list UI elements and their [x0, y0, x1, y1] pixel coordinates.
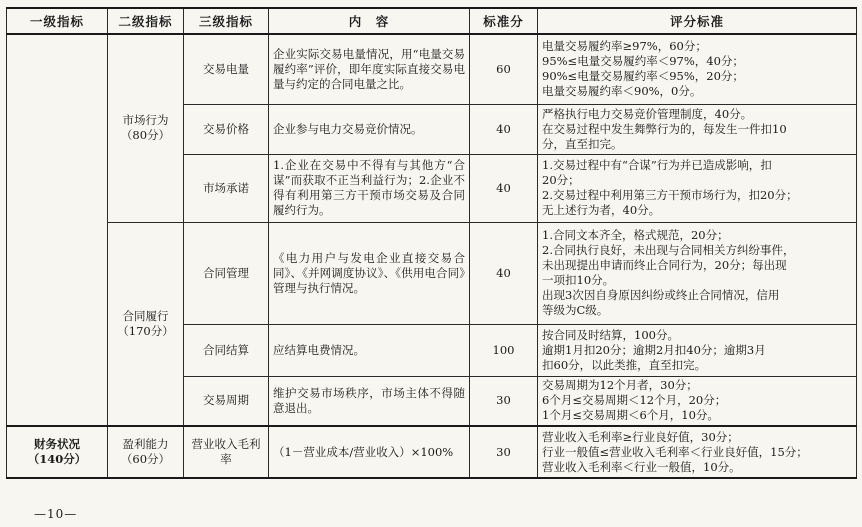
table-row [7, 222, 857, 324]
content-cell: 《电力用户与发电企业直接交易合同》、《并网调度协议》、《供用电合同》管理与执行情况。 [269, 222, 470, 324]
criteria-line: 扣60分，以此类推，直至扣完。 [542, 357, 707, 372]
content-cell: 企业参与电力交易竞价情况。 [269, 104, 470, 154]
score-cell: 40 [470, 104, 538, 154]
header-score: 标准分 [470, 8, 538, 34]
level3-cell: 市场承诺 [184, 154, 269, 222]
criteria-cell [538, 324, 857, 376]
level3-cell: 合同结算 [184, 324, 269, 376]
table-header-row [7, 8, 857, 34]
score-cell: 100 [470, 324, 538, 376]
header-level1: 一级指标 [7, 8, 108, 34]
content-cell: 应结算电费情况。 [269, 324, 470, 376]
level3-cell: 交易周期 [184, 376, 269, 426]
level2-contract-cell [108, 222, 184, 426]
score-cell: 40 [470, 222, 538, 324]
content-cell: 1.企业在交易中不得有与其他方“合谋”而获取不正当利益行为；2.企业不得有利用第三方干预市场交易及合同履约行为。 [269, 154, 470, 222]
criteria-cell [538, 426, 857, 478]
page-number: —10— [34, 507, 78, 521]
criteria-cell [538, 104, 857, 154]
criteria-line: 20分； [542, 173, 580, 187]
criteria-line: 电量交易履约率≥97%，60分； [542, 39, 707, 54]
criteria-line: 交易周期为12个月者，30分； [542, 378, 698, 393]
criteria-line: 95%≤电量交易履约率＜97%，40分； [542, 54, 744, 69]
criteria-cell [538, 34, 857, 104]
level1-finance-cell [7, 426, 108, 478]
header-criteria: 评分标准 [538, 8, 857, 34]
criteria-line: 逾期1月扣20分；逾期2月扣40分；逾期3月 [542, 342, 766, 357]
group-score: （140分） [27, 452, 87, 466]
score-cell: 40 [470, 154, 538, 222]
criteria-line: 严格执行电力交易竞价管理制度，40分。 [542, 106, 753, 121]
group-score: （60分） [120, 452, 171, 466]
criteria-cell [538, 154, 857, 222]
criteria-line: 1个月≤交易周期＜6个月，10分。 [542, 408, 719, 423]
group-name: 盈利能力 [122, 437, 169, 451]
criteria-line: 电量交易履约率＜90%，0分。 [542, 84, 702, 99]
evaluation-table [6, 7, 857, 479]
criteria-line: 90%≤电量交易履约率＜95%，20分； [542, 69, 744, 84]
criteria-line: 1.合同文本齐全，格式规范，20分； [542, 228, 729, 242]
criteria-line: 分，直至扣完。 [542, 136, 623, 151]
level1-empty-cell [7, 34, 108, 426]
table-row [7, 426, 857, 478]
criteria-line: 等级为C级。 [542, 303, 609, 317]
score-cell: 30 [470, 376, 538, 426]
criteria-line: 未出现提出申请而终止合同行为，20分；每出现 [542, 258, 787, 272]
criteria-line: 一项扣10分。 [542, 273, 615, 287]
criteria-line: 6个月≤交易周期＜12个月，20分； [542, 393, 727, 408]
criteria-line: 无上述行为者，40分。 [542, 203, 661, 217]
criteria-line: 2.交易过程中利用第三方干预市场行为，扣20分； [542, 188, 798, 202]
level2-profit-cell [108, 426, 184, 478]
criteria-line: 行业一般值≤营业收入毛利率＜行业良好值，15分； [542, 444, 808, 459]
header-level3: 三级指标 [184, 8, 269, 34]
group-score: （170分） [117, 323, 174, 338]
level3-cell: 营业收入毛利率 [184, 426, 269, 478]
group-name: 合同履行 [122, 308, 169, 323]
criteria-line: 1.交易过程中有“合谋”行为并已造成影响，扣 [542, 158, 772, 172]
level2-market-cell [108, 34, 184, 222]
criteria-line: 按合同及时结算，100分。 [542, 327, 679, 342]
group-name: 市场行为 [122, 113, 169, 128]
criteria-cell [538, 376, 857, 426]
criteria-line: 营业收入毛利率≥行业良好值，30分； [542, 429, 739, 444]
level3-cell: 交易电量 [184, 34, 269, 104]
score-cell: 30 [470, 426, 538, 478]
group-score: （80分） [120, 128, 171, 143]
score-cell: 60 [470, 34, 538, 104]
content-cell: 企业实际交易电量情况，用“电量交易履约率”评价，即年度实际直接交易电量与约定的合同电量之比。 [269, 34, 470, 104]
header-level2: 二级指标 [108, 8, 184, 34]
content-cell: （1－营业成本/营业收入）×100% [269, 426, 470, 478]
criteria-line: 营业收入毛利率＜行业一般值，10分。 [542, 459, 741, 474]
criteria-line: 2.合同执行良好，未出现与合同相关方纠纷事件， [542, 243, 795, 257]
criteria-line: 在交易过程中发生舞弊行为的，每发生一件扣10 [542, 121, 787, 136]
content-cell: 维护交易市场秩序，市场主体不得随意退出。 [269, 376, 470, 426]
criteria-line: 出现3次因自身原因纠纷或终止合同情况，信用 [542, 288, 780, 302]
header-content: 内 容 [269, 8, 470, 34]
table-row [7, 34, 857, 104]
level3-cell: 交易价格 [184, 104, 269, 154]
criteria-cell [538, 222, 857, 324]
level3-cell: 合同管理 [184, 222, 269, 324]
group-name: 财务状况 [34, 437, 80, 451]
